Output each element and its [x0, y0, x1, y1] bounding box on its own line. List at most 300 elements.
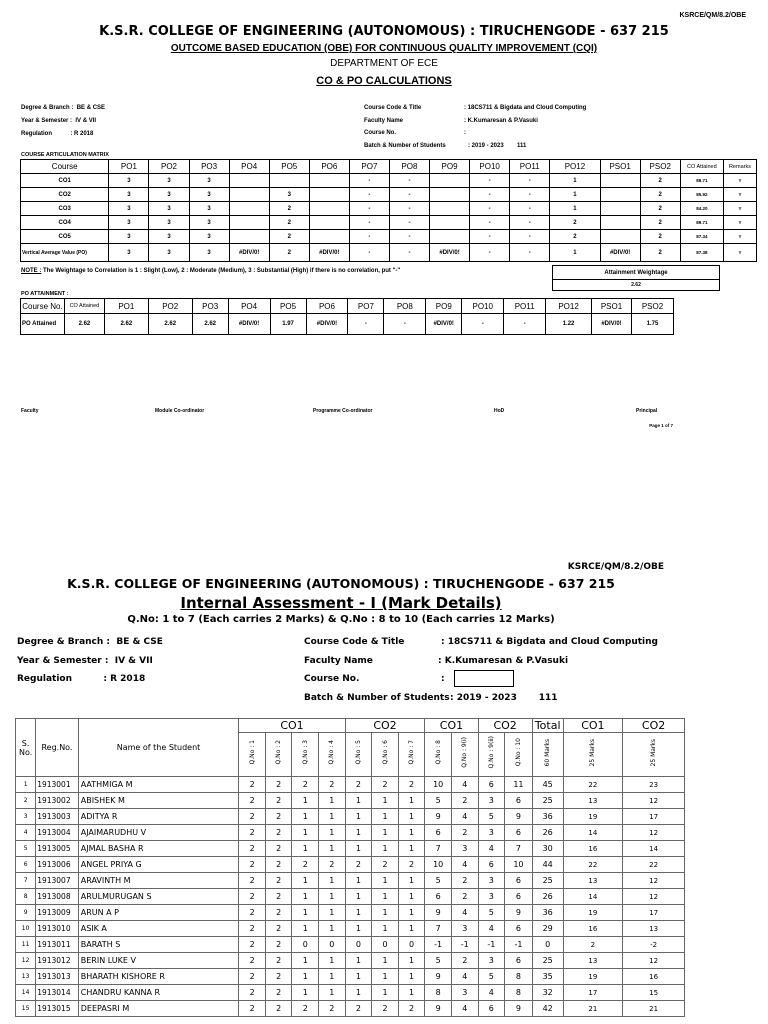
po-attainment-label: PO ATTAINMENT : [21, 291, 69, 297]
mark-cell: 1 [398, 953, 425, 969]
student-name: DEEPASRI M [78, 1001, 239, 1017]
student-row [16, 905, 685, 921]
mark-cell: 2 [345, 857, 372, 873]
mark-cell: 1 [292, 809, 319, 825]
mark-cell: 1 [398, 793, 425, 809]
mark-cell: 6 [478, 857, 505, 873]
attainment-weightage-table [552, 265, 720, 291]
mark-cell: 1 [372, 969, 399, 985]
mark-cell: 3 [478, 793, 505, 809]
mark-cell: 35 [532, 969, 563, 985]
matrix-cell: 2 [269, 230, 309, 244]
matrix-cell: - [389, 216, 429, 230]
po-cell: #DIV/0! [592, 314, 632, 335]
student-row [16, 809, 685, 825]
mark-cell: 23 [623, 777, 685, 793]
mark-cell: 4 [451, 1001, 478, 1017]
mark-cell: 1 [345, 809, 372, 825]
question-header [532, 733, 563, 777]
mark-cell: 9 [425, 809, 452, 825]
matrix-cell: 3 [149, 230, 189, 244]
mark-cell: 2 [239, 969, 266, 985]
student-row [16, 841, 685, 857]
mark-cell: 2 [319, 857, 346, 873]
matrix-cell: CO3 [21, 202, 109, 216]
group-co2-b: CO2 [478, 719, 532, 733]
group-total: Total [532, 719, 563, 733]
mark-cell: -1 [505, 937, 533, 953]
matrix-cell [229, 202, 269, 216]
student-regno: 1913001 [36, 777, 79, 793]
mark-cell: 16 [563, 921, 623, 937]
matrix-cell [600, 188, 640, 202]
mark-cell: 0 [372, 937, 399, 953]
mark-cell: 3 [451, 841, 478, 857]
po-header: PO8 [384, 299, 426, 314]
mark-cell: 7 [16, 873, 36, 889]
form-code-2: KSRCE/QM/8.2/OBE [567, 562, 664, 572]
mark-cell: 1 [292, 953, 319, 969]
mark-cell: 0 [292, 937, 319, 953]
matrix-cell [229, 174, 269, 188]
mark-cell: 14 [563, 889, 623, 905]
mark-cell: 1 [398, 825, 425, 841]
po-cell: - [462, 314, 504, 335]
mark-cell: 22 [563, 857, 623, 873]
matrix-cell: 84.20 [680, 202, 723, 216]
question-label: Q.No : 6 [381, 740, 389, 765]
question-label: 25 Marks [650, 738, 658, 767]
mark-cell: 7 [505, 841, 533, 857]
student-row [16, 873, 685, 889]
matrix-cell: 85.92 [680, 188, 723, 202]
matrix-cell [600, 216, 640, 230]
mark-cell: 11 [16, 937, 36, 953]
po-header: PO6 [306, 299, 348, 314]
mark-cell: 2 [398, 857, 425, 873]
mark-cell: 25 [532, 873, 563, 889]
assessment-title: Internal Assessment - I (Mark Details) [180, 594, 502, 612]
mark-cell: 2 [563, 937, 623, 953]
mark-cell: 16 [563, 841, 623, 857]
mark-cell: 1 [398, 905, 425, 921]
student-regno: 1913007 [36, 873, 79, 889]
student-regno: 1913014 [36, 985, 79, 1001]
mark-cell: 12 [623, 873, 685, 889]
matrix-cell: 87.34 [680, 230, 723, 244]
mark-cell: 3 [478, 873, 505, 889]
college-title-2: K.S.R. COLLEGE OF ENGINEERING (AUTONOMOUS) : TIRUCHENGODE - 637 215 [67, 576, 615, 591]
mark-cell: 36 [532, 905, 563, 921]
matrix-average-row [21, 244, 757, 262]
matrix-cell [600, 202, 640, 216]
student-name: BERIN LUKE V [78, 953, 239, 969]
mark-cell: 1 [345, 969, 372, 985]
mark-cell: 0 [319, 937, 346, 953]
po-cell: 1.22 [546, 314, 592, 335]
question-header [623, 733, 685, 777]
mark-cell: 9 [505, 809, 533, 825]
mark-cell: 17 [623, 905, 685, 921]
po-header: PO11 [504, 299, 546, 314]
po-cell: #DIV/0! [426, 314, 462, 335]
matrix-cell: 2 [269, 244, 309, 262]
matrix-cell [309, 216, 349, 230]
matrix-cell: 2 [640, 216, 680, 230]
mark-cell: 2 [239, 953, 266, 969]
mark-cell: 2 [265, 809, 292, 825]
po-cell: - [384, 314, 426, 335]
matrix-cell: - [389, 230, 429, 244]
mark-cell: 2 [239, 985, 266, 1001]
po-cell: - [348, 314, 384, 335]
matrix-label: COURSE ARTICULATION MATRIX [21, 152, 109, 158]
mark-cell: 6 [505, 953, 533, 969]
po-cell: 1.75 [631, 314, 673, 335]
obe-heading: OUTCOME BASED EDUCATION (OBE) FOR CONTINUOUS QUALITY IMPROVEMENT (CQI) [170, 43, 598, 54]
mark-cell: 5 [425, 953, 452, 969]
mark-cell: 6 [505, 873, 533, 889]
mark-cell: 2 [239, 857, 266, 873]
question-label: Q.No : 8 [434, 740, 442, 765]
mark-cell: 1 [292, 985, 319, 1001]
mark-cell: 1 [372, 889, 399, 905]
mark-cell: 14 [563, 825, 623, 841]
question-label: 60 Marks [544, 738, 552, 767]
mark-cell: 12 [623, 889, 685, 905]
question-label: Q.No : 9(ii) [487, 736, 495, 769]
matrix-header: PO8 [389, 160, 429, 174]
matrix-cell: 87.38 [680, 244, 723, 262]
mark-cell: 2 [239, 921, 266, 937]
mark-cell: 4 [451, 777, 478, 793]
po-cell: 2.62 [148, 314, 192, 335]
group-co2: CO2 [345, 719, 425, 733]
matrix-cell: - [349, 174, 389, 188]
mark-cell: -1 [425, 937, 452, 953]
mark-cell: 1 [345, 841, 372, 857]
matrix-row [21, 230, 757, 244]
form-code: KSRCE/QM/8.2/OBE [679, 12, 746, 19]
sign-programme-coordinator: Programme Co-ordinator [313, 408, 373, 414]
mark-cell: 2 [239, 841, 266, 857]
matrix-cell [430, 188, 470, 202]
po-header: PO12 [546, 299, 592, 314]
matrix-cell: 3 [149, 202, 189, 216]
mark-cell: 2 [292, 1001, 319, 1017]
matrix-cell: - [470, 202, 510, 216]
question-label: Q.No : 5 [354, 740, 362, 765]
mark-cell: 3 [478, 953, 505, 969]
mark-cell: 1 [398, 921, 425, 937]
sign-hod: HoD [494, 408, 505, 414]
mark-cell: 29 [532, 921, 563, 937]
matrix-header: PO5 [269, 160, 309, 174]
matrix-cell: 3 [109, 202, 149, 216]
mark-cell: 2 [451, 825, 478, 841]
matrix-header: PSO2 [640, 160, 680, 174]
mark-cell: 13 [563, 793, 623, 809]
mark-cell: 1 [372, 793, 399, 809]
mark-cell: 2 [319, 777, 346, 793]
matrix-cell: 3 [189, 202, 229, 216]
student-row [16, 937, 685, 953]
mark-cell: 2 [265, 1001, 292, 1017]
mark-cell: 1 [319, 841, 346, 857]
student-name: ANGEL PRIYA G [78, 857, 239, 873]
col-regno: Reg.No. [36, 719, 79, 777]
matrix-cell [229, 216, 269, 230]
mark-cell: 2 [292, 857, 319, 873]
mark-cell: 19 [563, 809, 623, 825]
matrix-cell: - [470, 216, 510, 230]
matrix-cell: #DIV/0! [430, 244, 470, 262]
student-row [16, 777, 685, 793]
mark-cell: 6 [505, 921, 533, 937]
mark-cell: 2 [265, 889, 292, 905]
matrix-cell: - [470, 230, 510, 244]
mark-cell: 2 [451, 873, 478, 889]
matrix-cell: 2 [550, 230, 600, 244]
mark-cell: 1 [345, 921, 372, 937]
mark-cell: 4 [16, 825, 36, 841]
student-regno: 1913015 [36, 1001, 79, 1017]
mark-cell: 2 [265, 905, 292, 921]
mark-cell: 2 [372, 1001, 399, 1017]
po-header: PO7 [348, 299, 384, 314]
mark-cell: 16 [623, 969, 685, 985]
matrix-cell [430, 174, 470, 188]
attainment-weightage-value: 2.62 [553, 280, 720, 291]
student-name: ARULMURUGAN S [78, 889, 239, 905]
student-name: AJAIMARUDHU V [78, 825, 239, 841]
question-label: Q.No : 10 [514, 738, 522, 767]
mark-cell: 17 [563, 985, 623, 1001]
matrix-header: PSO1 [600, 160, 640, 174]
info-row: Regulation : R 2018 [21, 131, 94, 137]
matrix-cell [309, 188, 349, 202]
mark-cell: 1 [372, 825, 399, 841]
mark-cell: 44 [532, 857, 563, 873]
matrix-row [21, 188, 757, 202]
mark-cell: 2 [451, 793, 478, 809]
mark-cell: 4 [478, 841, 505, 857]
student-name: AJMAL BASHA R [78, 841, 239, 857]
mark-cell: 7 [425, 921, 452, 937]
question-header [265, 733, 292, 777]
mark-cell: 42 [532, 1001, 563, 1017]
mark-cell: 26 [532, 825, 563, 841]
mark-cell: 1 [345, 825, 372, 841]
mark-cell: 1 [292, 825, 319, 841]
mark-cell: 8 [505, 985, 533, 1001]
question-header [451, 733, 478, 777]
student-regno: 1913003 [36, 809, 79, 825]
mark-cell: 6 [16, 857, 36, 873]
sign-faculty: Faculty [21, 408, 39, 414]
mark-cell: 2 [239, 873, 266, 889]
mark-cell: 2 [345, 777, 372, 793]
mark-cell: 21 [623, 1001, 685, 1017]
mark-cell: 1 [398, 969, 425, 985]
mark-cell: 1 [319, 921, 346, 937]
mark-cell: 0 [532, 937, 563, 953]
student-row [16, 985, 685, 1001]
mark-cell: 2 [239, 825, 266, 841]
po-cell: 2.62 [64, 314, 104, 335]
col-sno: S. No. [16, 719, 36, 777]
mark-cell: 1 [319, 969, 346, 985]
mark-cell: 6 [478, 777, 505, 793]
po-cell: PO Attained [21, 314, 65, 335]
matrix-header: PO1 [109, 160, 149, 174]
mark-cell: -1 [451, 937, 478, 953]
matrix-cell [600, 230, 640, 244]
mark-cell: 9 [425, 1001, 452, 1017]
mark-cell: 1 [319, 809, 346, 825]
po-cell: #DIV/0! [306, 314, 348, 335]
mark-cell: 4 [451, 969, 478, 985]
matrix-cell [430, 202, 470, 216]
matrix-cell: Vertical Average Value (PO) [21, 244, 109, 262]
student-regno: 1913013 [36, 969, 79, 985]
student-row [16, 953, 685, 969]
mark-cell: 8 [505, 969, 533, 985]
mark-cell: 4 [451, 809, 478, 825]
mark-cell: 1 [345, 953, 372, 969]
page-title: CO & PO CALCULATIONS [316, 75, 452, 87]
group-co1-b: CO1 [425, 719, 478, 733]
mark-cell: 1 [292, 889, 319, 905]
mark-cell: 1 [292, 969, 319, 985]
sign-principal: Principal [636, 408, 658, 414]
mark-cell: 1 [398, 889, 425, 905]
mark-cell: 6 [425, 889, 452, 905]
mark-cell: 1 [292, 793, 319, 809]
matrix-cell: CO4 [21, 216, 109, 230]
po-header: PO3 [192, 299, 228, 314]
student-regno: 1913010 [36, 921, 79, 937]
matrix-cell: 3 [189, 244, 229, 262]
mark-cell: 2 [372, 857, 399, 873]
student-row [16, 1001, 685, 1017]
mark-cell: 25 [532, 793, 563, 809]
matrix-cell: - [389, 174, 429, 188]
matrix-row [21, 202, 757, 216]
mark-cell: 1 [372, 985, 399, 1001]
mark-cell: 25 [532, 953, 563, 969]
mark-cell: 2 [265, 857, 292, 873]
student-regno: 1913008 [36, 889, 79, 905]
student-name: ARAVINTH M [78, 873, 239, 889]
matrix-header: PO9 [430, 160, 470, 174]
matrix-cell: 89.71 [680, 216, 723, 230]
mark-cell: 17 [623, 809, 685, 825]
matrix-row [21, 216, 757, 230]
matrix-cell: 3 [109, 230, 149, 244]
student-row [16, 825, 685, 841]
matrix-header: Remarks [723, 160, 756, 174]
mark-cell: 19 [563, 905, 623, 921]
matrix-cell: 3 [189, 216, 229, 230]
mark-cell: 3 [16, 809, 36, 825]
matrix-cell: CO5 [21, 230, 109, 244]
mark-cell: 4 [451, 857, 478, 873]
mark-cell: 1 [16, 777, 36, 793]
info-row: Degree & Branch : BE & CSE [21, 105, 106, 111]
student-row [16, 857, 685, 873]
col-name: Name of the Student [78, 719, 239, 777]
po-header: PO5 [270, 299, 306, 314]
student-name: ARUN A P [78, 905, 239, 921]
matrix-cell: 1 [550, 202, 600, 216]
mark-cell: 2 [451, 889, 478, 905]
matrix-cell [229, 230, 269, 244]
po-cell: - [504, 314, 546, 335]
matrix-cell: 3 [109, 174, 149, 188]
po-header: PO9 [426, 299, 462, 314]
matrix-cell: - [470, 174, 510, 188]
student-name: BARATH S [78, 937, 239, 953]
mark-cell: 5 [425, 793, 452, 809]
student-row [16, 921, 685, 937]
mark-cell: 2 [239, 793, 266, 809]
matrix-cell: - [389, 188, 429, 202]
mark-cell: 9 [16, 905, 36, 921]
mark-cell: 10 [16, 921, 36, 937]
mark-cell: 6 [505, 825, 533, 841]
mark-cell: 2 [239, 905, 266, 921]
matrix-header: Course [21, 160, 109, 174]
matrix-cell: 3 [109, 216, 149, 230]
matrix-cell: Y [723, 244, 756, 262]
mark-cell: 7 [425, 841, 452, 857]
student-name: BHARATH KISHORE R [78, 969, 239, 985]
po-cell: 2.62 [192, 314, 228, 335]
mark-cell: 2 [265, 841, 292, 857]
assessment-subtitle: Q.No: 1 to 7 (Each carries 2 Marks) & Q.No : 8 to 10 (Each carries 12 Marks) [127, 614, 555, 625]
matrix-cell: 2 [640, 174, 680, 188]
matrix-cell: Y [723, 216, 756, 230]
mark-cell: 5 [16, 841, 36, 857]
matrix-cell: - [349, 188, 389, 202]
question-header [319, 733, 346, 777]
mark-cell: 1 [398, 873, 425, 889]
matrix-cell: - [510, 216, 550, 230]
mark-cell: 1 [319, 873, 346, 889]
po-header: CO Attained [64, 299, 104, 314]
student-name: CHANDRU KANNA R [78, 985, 239, 1001]
mark-cell: 2 [265, 777, 292, 793]
mark-cell: 6 [425, 825, 452, 841]
student-name: ASIK A [78, 921, 239, 937]
mark-cell: 6 [505, 793, 533, 809]
matrix-cell: Y [723, 174, 756, 188]
articulation-matrix [20, 159, 757, 262]
mark-cell: 1 [292, 873, 319, 889]
course-info-left [21, 102, 105, 141]
mark-cell: 14 [623, 841, 685, 857]
mark-cell: 2 [265, 921, 292, 937]
mark-cell: 1 [319, 953, 346, 969]
matrix-cell: - [510, 202, 550, 216]
mark-cell: 2 [451, 953, 478, 969]
mark-cell: 2 [265, 937, 292, 953]
matrix-cell [309, 174, 349, 188]
matrix-cell [309, 230, 349, 244]
mark-cell: 1 [319, 889, 346, 905]
mark-cell: 1 [345, 889, 372, 905]
